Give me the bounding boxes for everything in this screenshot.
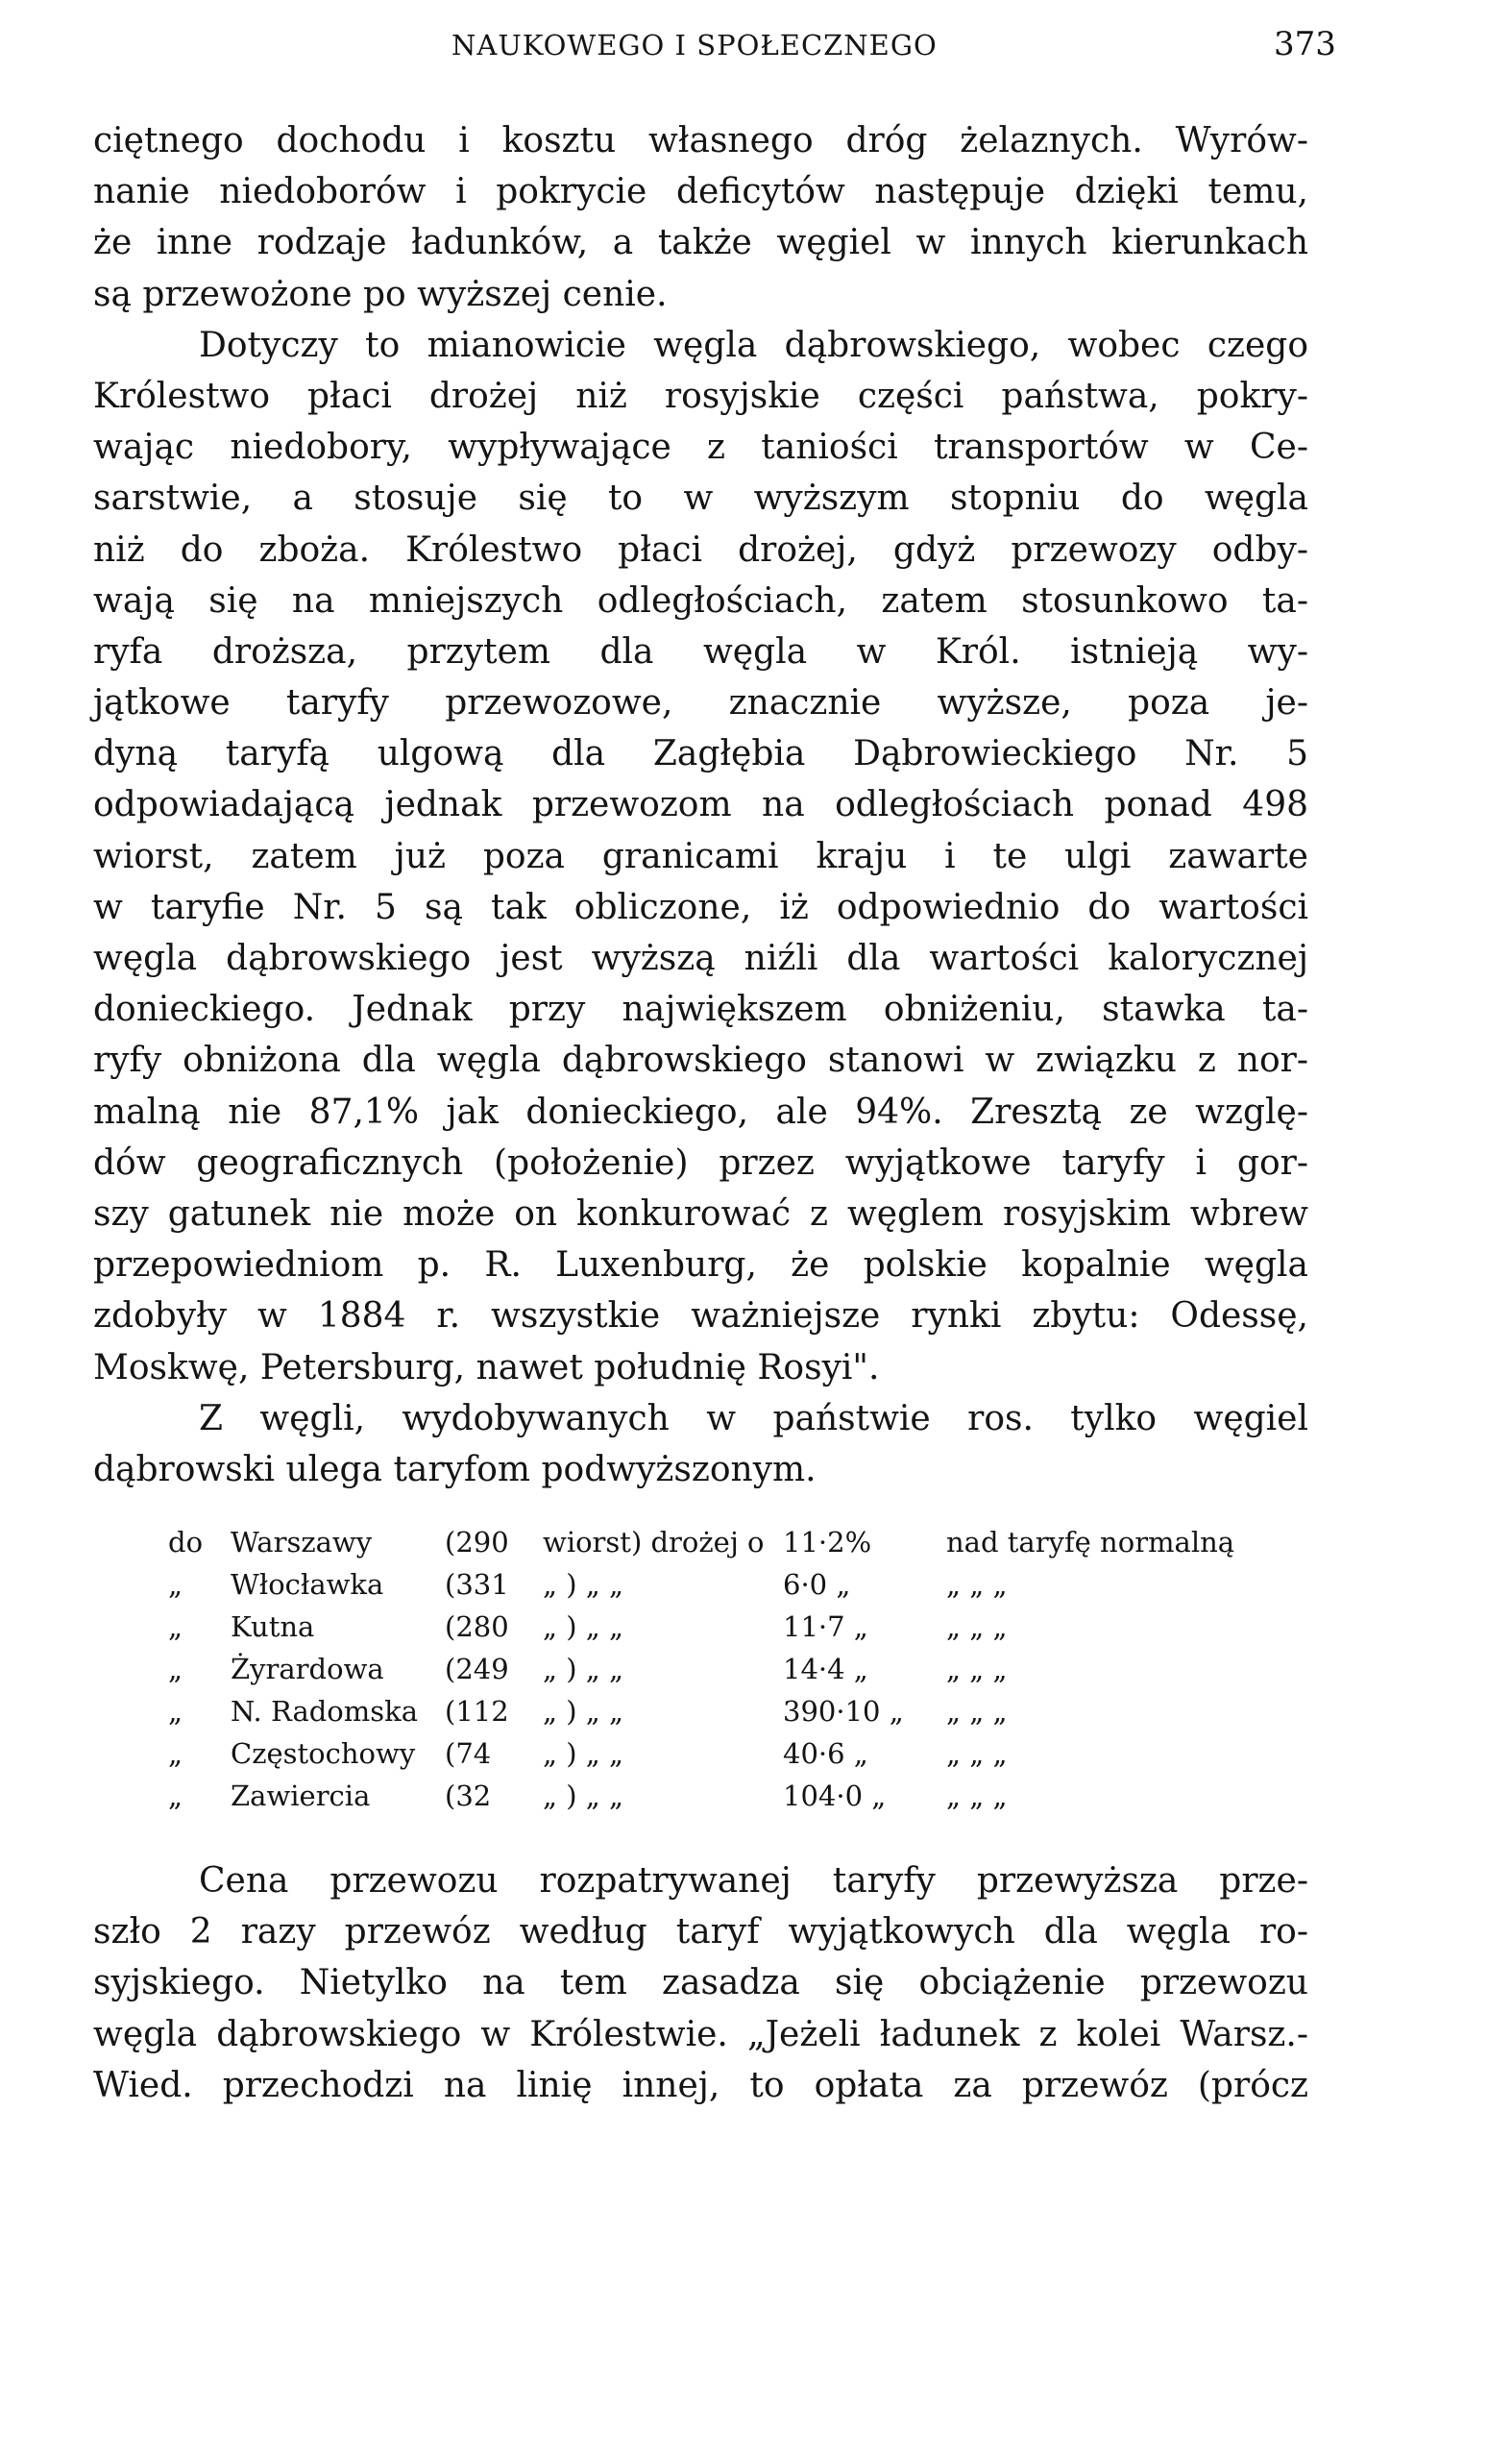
text-line: Wied. przechodzi na linię innej, to opłata za przewóz (prócz <box>93 2065 1308 2105</box>
text-line: są przewożone po wyższej cenie. <box>93 274 668 314</box>
text-line: ciętnego dochodu i kosztu własnego dróg żelaznych. Wyrów- <box>93 121 1308 160</box>
row-prefix: do <box>168 1526 204 1559</box>
percent-value: 14·4 „ <box>783 1653 868 1685</box>
town-name: Kutna <box>231 1610 315 1643</box>
town-name: N. Radomska <box>231 1695 419 1728</box>
town-name: Częstochowy <box>231 1737 416 1770</box>
text-line: Dotyczy to mianowicie węgla dąbrowskiego, wobec czego <box>199 325 1308 365</box>
town-name: Warszawy <box>231 1526 373 1559</box>
distance-value: (331 <box>445 1568 509 1601</box>
percent-value: 390·10 „ <box>783 1695 904 1728</box>
row-prefix: „ <box>168 1737 183 1770</box>
running-head: NAUKOWEGO I SPOŁECZNEGO <box>451 29 938 61</box>
text-line: malną nie 87,1% jak donieckiego, ale 94%. Zresztą ze wzglę- <box>93 1092 1308 1132</box>
row-prefix: „ <box>168 1610 183 1643</box>
text-line: nanie niedoborów i pokrycie deficytów następuje dzięki temu, <box>93 172 1308 212</box>
closing-paragraph <box>93 1855 1308 2111</box>
percent-value: 40·6 „ <box>783 1737 868 1770</box>
text-line: zdobyły w 1884 r. wszystkie ważniejsze rynki zbytu: Odessę, <box>93 1296 1308 1337</box>
row-suffix: „ „ „ <box>946 1780 1008 1812</box>
text-line: przepowiedniom p. R. Luxenburg, że polskie kopalnie węgla <box>93 1245 1308 1286</box>
row-suffix: „ „ „ <box>946 1737 1008 1770</box>
distance-unit: „ ) „ „ <box>543 1780 624 1812</box>
table-row <box>168 1653 1311 1695</box>
text-line: szło 2 razy przewóz według taryf wyjątkowych dla węgla ro- <box>93 1912 1308 1952</box>
percent-value: 11·2% <box>783 1526 872 1559</box>
percent-value: 6·0 „ <box>783 1568 851 1601</box>
text-line: Moskwę, Petersburg, nawet południę Rosyi". <box>93 1347 880 1387</box>
text-line: wają się na mniejszych odległościach, zatem stosunkowo ta- <box>93 580 1308 621</box>
table-row <box>168 1737 1311 1780</box>
text-line: sarstwie, a stosuje się to w wyższym stopniu do węgla <box>93 479 1308 519</box>
text-line: w taryfie Nr. 5 są tak obliczone, iż odpowiednio do wartości <box>93 887 1308 927</box>
percent-value: 11·7 „ <box>783 1610 868 1643</box>
text-line: ryfy obniżona dla węgla dąbrowskiego stanowi w związku z nor- <box>93 1041 1308 1081</box>
distance-unit: „ ) „ „ <box>543 1737 624 1770</box>
text-line: dyną taryfą ulgową dla Zagłębia Dąbrowieckiego Nr. 5 <box>93 734 1308 774</box>
row-suffix: „ „ „ <box>946 1610 1008 1643</box>
distance-value: (290 <box>445 1526 509 1559</box>
table-row <box>168 1526 1311 1568</box>
text-line: Z węgli, wydobywanych w państwie ros. tylko węgiel <box>199 1398 1308 1438</box>
table-row <box>168 1610 1311 1653</box>
distance-unit: „ ) „ „ <box>543 1610 624 1643</box>
text-line: wając niedobory, wypływające z taniości transportów w Ce- <box>93 428 1308 468</box>
distance-unit: „ ) „ „ <box>543 1568 624 1601</box>
row-prefix: „ <box>168 1653 183 1685</box>
text-line: Królestwo płaci drożej niż rosyjskie części państwa, pokry- <box>93 376 1308 416</box>
town-name: Włocławka <box>231 1568 384 1601</box>
distance-unit: wiorst) drożej o <box>543 1526 765 1559</box>
text-line: dąbrowski ulega taryfom podwyższonym. <box>93 1449 817 1489</box>
distance-value: (112 <box>445 1695 509 1728</box>
text-line: że inne rodzaje ładunków, a także węgiel w innych kierunkach <box>93 223 1308 263</box>
text-line: wiorst, zatem już poza granicami kraju i te ulgi zawarte <box>93 836 1308 876</box>
text-line: węgla dąbrowskiego jest wyższą niźli dla wartości kalorycznej <box>93 939 1308 978</box>
text-line: syjskiego. Nietylko na tem zasadza się obciążenie przewozu <box>93 1963 1308 2003</box>
table-row <box>168 1695 1311 1737</box>
distance-value: (32 <box>445 1780 492 1812</box>
distance-value: (249 <box>445 1653 509 1685</box>
row-prefix: „ <box>168 1568 183 1601</box>
town-name: Zawiercia <box>231 1780 371 1812</box>
text-line: ryfa droższa, przytem dla węgla w Król. istnieją wy- <box>93 631 1308 672</box>
tariff-table <box>168 1526 1311 1822</box>
text-line: węgla dąbrowskiego w Królestwie. „Jeżeli ładunek z kolei Warsz.- <box>93 2014 1308 2054</box>
row-suffix: „ „ „ <box>946 1695 1008 1728</box>
text-line: donieckiego. Jednak przy największem obniżeniu, stawka ta- <box>93 990 1308 1030</box>
percent-value: 104·0 „ <box>783 1780 887 1812</box>
town-name: Żyrardowa <box>231 1653 384 1685</box>
text-line: odpowiadającą jednak przewozom na odległościach ponad 498 <box>93 785 1308 825</box>
row-prefix: „ <box>168 1780 183 1812</box>
text-line: niż do zboża. Królestwo płaci drożej, gdyż przewozy odby- <box>93 529 1308 570</box>
row-prefix: „ <box>168 1695 183 1728</box>
text-line: Cena przewozu rozpatrywanej taryfy przewyższa prze- <box>199 1861 1308 1901</box>
main-paragraphs <box>93 115 1308 1495</box>
text-line: jątkowe taryfy przewozowe, znacznie wyższe, poza je- <box>93 683 1308 724</box>
table-row <box>168 1568 1311 1610</box>
row-suffix: „ „ „ <box>946 1653 1008 1685</box>
distance-value: (280 <box>445 1610 509 1643</box>
page-number: 373 <box>1274 25 1336 63</box>
row-suffix: „ „ „ <box>946 1568 1008 1601</box>
distance-unit: „ ) „ „ <box>543 1695 624 1728</box>
text-line: szy gatunek nie może on konkurować z węglem rosyjskim wbrew <box>93 1193 1308 1234</box>
distance-unit: „ ) „ „ <box>543 1653 624 1685</box>
text-line: dów geograficznych (położenie) przez wyjątkowe taryfy i gor- <box>93 1142 1308 1183</box>
table-row <box>168 1780 1311 1822</box>
distance-value: (74 <box>445 1737 492 1770</box>
row-suffix: nad taryfę normalną <box>946 1526 1235 1559</box>
